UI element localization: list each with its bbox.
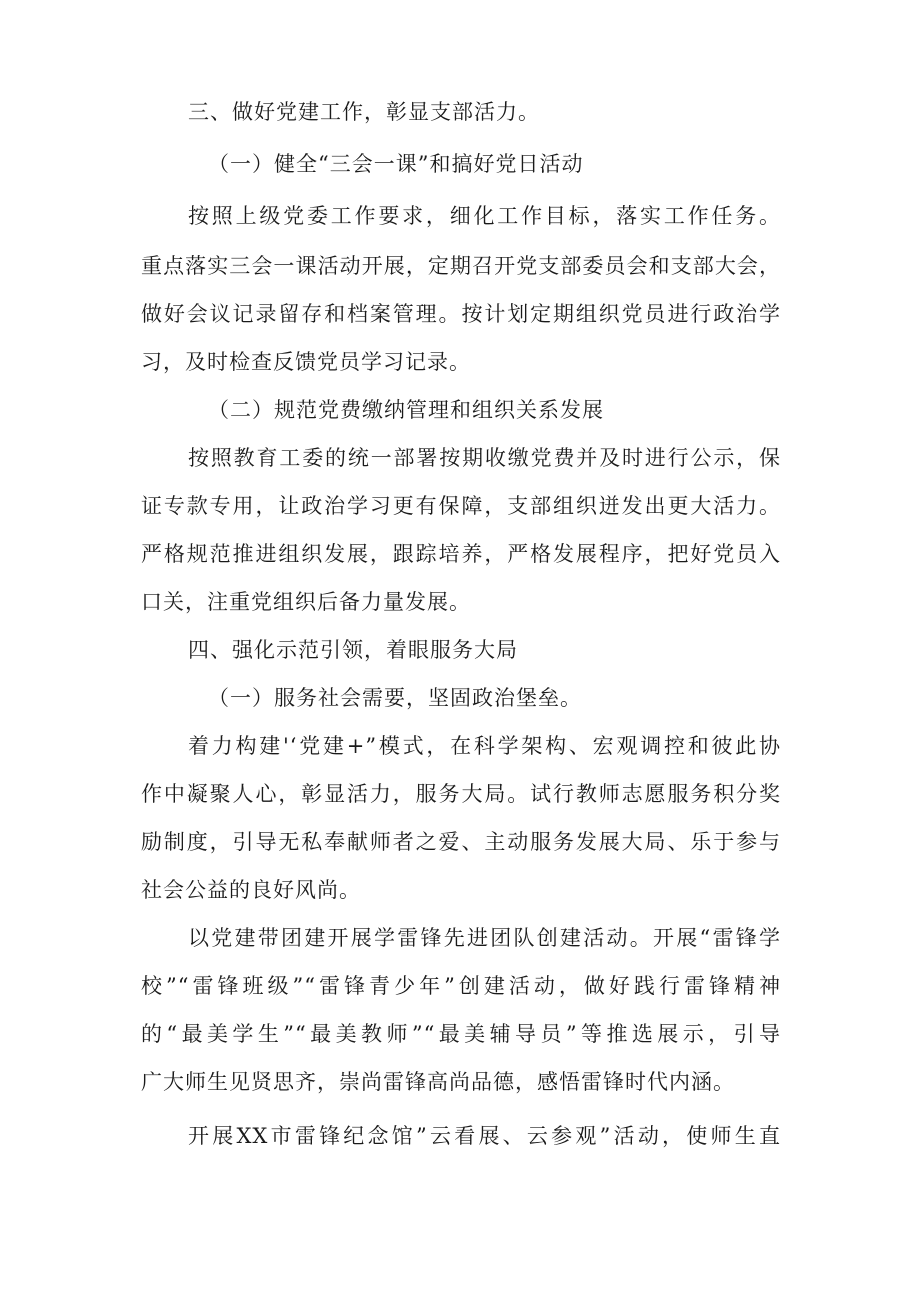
subsection-heading-3-1: （一）健全“三会一课”和搞好党日活动	[208, 152, 584, 176]
paragraph-line: 严格规范推进组织发展，跟踪培养，严格发展程序，把好党员入	[141, 542, 781, 566]
paragraph-line: 按照上级党委工作要求，细化工作目标，落实工作任务。	[188, 204, 781, 228]
paragraph-line: 做好会议记录留存和档案管理。按计划定期组织党员进行政治学	[141, 302, 781, 326]
paragraph-line: 按照教育工委的统一部署按期收缴党费并及时进行公示，保	[188, 446, 781, 470]
subsection-heading-4-1: （一）服务社会需要，坚固政治堡垒。	[208, 686, 582, 710]
paragraph-line: 证专款专用，让政治学习更有保障，支部组织迸发出更大活力。	[141, 494, 781, 518]
paragraph-line: 以党建带团建开展学雷锋先进团队创建活动。开展“雷锋学	[188, 926, 781, 950]
paragraph-line: 社会公益的良好风尚。	[141, 878, 361, 902]
section-heading-3: 三、做好党建工作，彰显支部活力。	[188, 100, 540, 124]
paragraph-line: 重点落实三会一课活动开展，定期召开党支部委员会和支部大会，	[141, 254, 781, 278]
section-heading-4: 四、强化示范引领，着眼服务大局	[188, 638, 518, 662]
paragraph-line: 着力构建'‘党建+”模式，在科学架构、宏观调控和彼此协	[188, 734, 781, 758]
paragraph-line: 开展XX市雷锋纪念馆”云看展、云参观”活动，使师生直	[188, 1124, 781, 1148]
paragraph-line: 习，及时检查反馈党员学习记录。	[141, 350, 471, 374]
paragraph-line: 口关，注重党组织后备力量发展。	[141, 590, 471, 614]
paragraph-line: 励制度，引导无私奉献师者之爱、主动服务发展大局、乐于参与	[141, 830, 781, 854]
paragraph-line: 作中凝聚人心，彰显活力，服务大局。试行教师志愿服务积分奖	[141, 782, 781, 806]
subsection-heading-3-2: （二）规范党费缴纳管理和组织关系发展	[208, 398, 604, 422]
paragraph-line: 广大师生见贤思齐，崇尚雷锋高尚品德，感悟雷锋时代内涵。	[141, 1070, 735, 1094]
paragraph-line: 校”“雷锋班级”“雷锋青少年”创建活动，做好践行雷锋精神	[141, 974, 781, 998]
paragraph-line: 的“最美学生”“最美教师”“最美辅导员”等推选展示，引导	[141, 1022, 781, 1046]
